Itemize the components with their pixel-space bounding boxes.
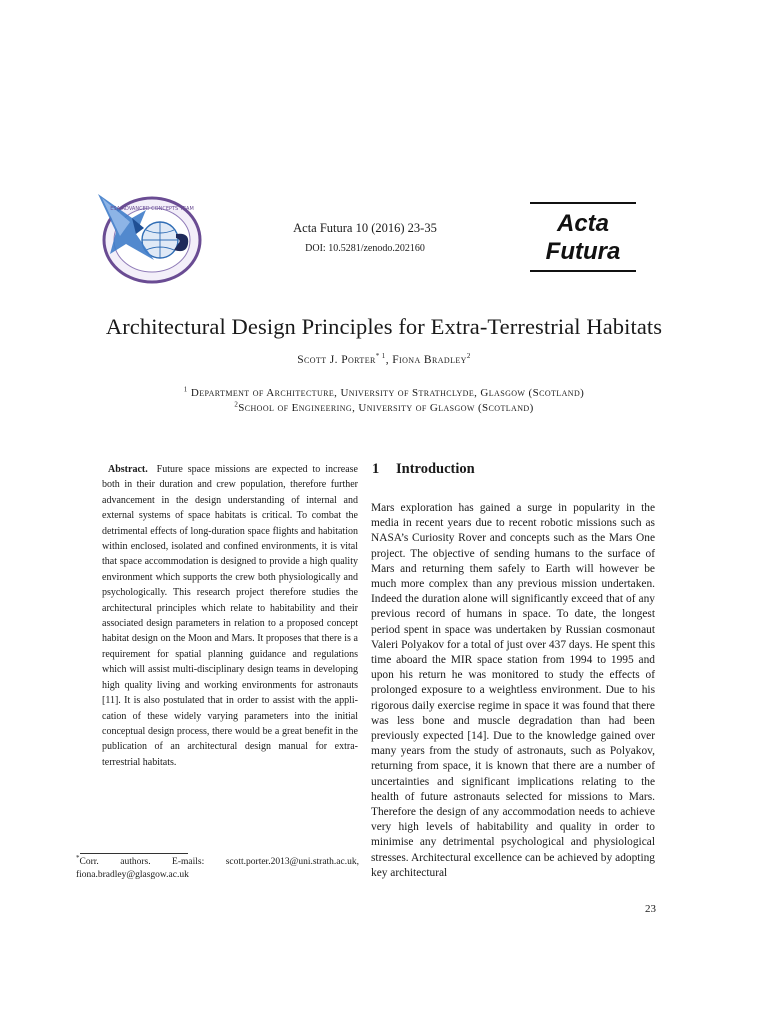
brand-bottom-rule (530, 270, 636, 272)
esa-advanced-concepts-team-logo-icon (92, 188, 204, 286)
paper-title: Architectural Design Principles for Extra-Terrestrial Habitats (105, 314, 663, 339)
brand-line-1: Acta (556, 210, 610, 237)
affiliation-1 (60, 387, 708, 399)
author-2: Fiona Bradley (392, 354, 467, 366)
author-1: Scott J. Porter (297, 354, 376, 366)
author-1-marks: * 1 (375, 352, 386, 361)
brand-line-2: Futura (545, 238, 621, 265)
footnote-text: Corr. authors. E-mails: scott.porter.2013@uni.strath.ac.uk, fiona.bradley@glasgow.ac.uk (76, 857, 359, 880)
affiliation-2 (60, 402, 708, 414)
section-heading (372, 461, 475, 478)
doi-link[interactable]: DOI: 10.5281/zenodo.202160 (305, 243, 425, 254)
affiliation-1-text: Department of Architecture, University of Strathclyde, Glasgow (Scotland) (190, 387, 585, 399)
section-title: Introduction (396, 461, 475, 477)
section-number: 1 (372, 461, 380, 477)
introduction-paragraph: Mars exploration has gained a surge in popularity in the media in recent years due to recent robotic missions such as NASA’s Curiosity Rover and concepts such as the Mars One project. The objective of sending humans to the surface of Mars and returning them safely to Earth will however be much more complex than any previous mission undertaken. Indeed the duration alone will significantly exceed that of any previous record of humans in space. To date, the longest period spent in space was undertaken by Russian cosmonaut Valeri Polyakov for a total of just over 437 days. He spent this time aboard the MIR space station from 1994 to 1995 and upon his return he was monitored to study the effects of prolonged exposure to a weightless environment. Due to his rigorous daily exercise regime in space it was found that there was less bone and muscle degradation than had been previously expected [14]. Due to the knowledge gained over many years from the study of astronauts, such as Polyakov, returning from space, it is known that there are a number of uncertainties and significant implications relating to the health of future astronauts selected for missions to Mars. Therefore the design of any accommodation needs to achieve very high levels of habitability and quality in order to minimise any detrimental psychological and physiological stresses. Architectural excellence can be achieved by adopting key architectural (371, 502, 655, 879)
brand-top-rule (530, 202, 636, 204)
abstract-label: Abstract. (108, 464, 148, 475)
journal-citation: Acta Futura 10 (2016) 23-35 (293, 221, 437, 235)
author-2-marks: 2 (466, 352, 471, 361)
author-separator: , (385, 354, 393, 366)
footnote-rule (80, 853, 188, 854)
footnote (76, 853, 359, 882)
affiliation-2-mark: 2 (234, 400, 239, 409)
acta-futura-brand (530, 202, 636, 272)
esa-act-logo (92, 188, 204, 286)
affiliation-2-text: School of Engineering, University of Glasgow (Scotland) (238, 402, 534, 414)
logo-ring-text: ESA ADVANCED CONCEPTS TEAM (110, 206, 194, 212)
affiliation-1-mark: 1 (183, 385, 188, 394)
abstract-text: Future space missions are expected to increase both in their duration and crew population, therefore further advancement in the design understanding of internal and external systems of space habitats is critical. To combat the detrimental effects of long-duration space flights and habitation within enclosed, isolated and confined environments, it is vital that space accommodation is designed to provide a high quality environment which supports the crew both physiologically and psychologically. This research project therefore studies the architectural principles which relate to habitability and their associated design parameters in relation to a proposed concept habitat design on the Moon and Mars. It proposes that there is a requirement for spatial planning guidance and regulations which will assist multi-disciplinary design teams in developing high quality living and working environments for astronauts [11]. It is also postulated that in order to assist with the application of these widely varying parameters into the initial conceptual design process, there would be a great benefit in the publication of an architectural design manual for extra-terrestrial habitats. (102, 464, 358, 768)
page-number: 23 (645, 903, 656, 915)
footnote-mark: * (76, 853, 80, 862)
abstract (102, 462, 358, 770)
author-list (60, 354, 708, 366)
